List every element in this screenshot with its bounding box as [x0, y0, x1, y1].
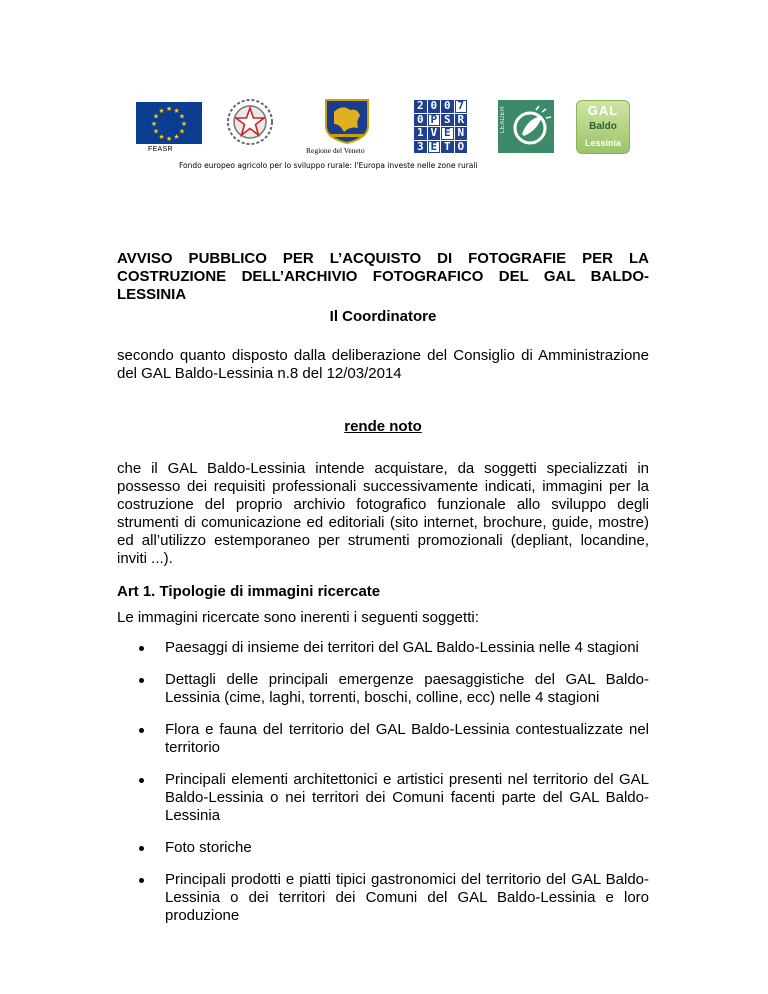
svg-text:★: ★: [150, 120, 158, 128]
bullet-icon: [139, 878, 144, 883]
bullet-icon: [139, 846, 144, 851]
list-item-text: Principali prodotti e piatti tipici gastronomici del territorio del GAL Baldo-Lessinia o dei territori dei Comuni del GAL Baldo-Lessinia e loro produzione: [165, 871, 649, 924]
psr-logo-cell: 0: [414, 114, 427, 127]
list-item: [137, 671, 649, 707]
list-item: [137, 871, 649, 925]
gal-logo-line1: GAL: [587, 103, 619, 118]
italian-republic-emblem: [225, 97, 275, 147]
list-item: [137, 639, 649, 657]
list-item: [137, 771, 649, 825]
psr-logo-cell: 2: [414, 100, 427, 113]
article-heading: Art 1. Tipologie di immagini ricercate: [117, 583, 381, 600]
list-item-text: Principali elementi architettonici e artistici presenti nel territorio del GAL Baldo-Lessinia o nei territori dei Comuni facenti parte del GAL Baldo-Lessinia: [165, 771, 649, 824]
subject-list: [137, 639, 649, 939]
psr-logo-cell: E: [428, 141, 441, 154]
bullet-icon: [139, 678, 144, 683]
eu-stars-icon: [136, 102, 202, 144]
psr-logo-cell: 1: [414, 127, 427, 140]
article-intro: Le immagini ricercate sono inerenti i seguenti soggetti:: [117, 609, 479, 626]
psr-logo-cell: 3: [414, 141, 427, 154]
bullet-icon: [139, 646, 144, 651]
gal-logo-line3: Lessinia: [584, 138, 622, 148]
svg-text:★: ★: [178, 127, 186, 136]
body-paragraph: che il GAL Baldo-Lessinia intende acquistare, da soggetti specializzati in possesso dei requisiti professionali successivamente indicati, immagini per la costruzione del proprio archivio fotografico funzionale allo sviluppo degli strumenti di comunicazione ed editoriali (sito internet, brochure, guide, mostre) ed all’utilizzo estemporaneo per strumenti promozionali (depliant, locandine, inviti ...).: [117, 460, 649, 567]
psr-logo-cell: 7: [455, 100, 468, 113]
psr-logo-cell: S: [441, 114, 454, 127]
signer: Il Coordinatore: [329, 308, 437, 325]
gal-baldo-lessinia-logo: [576, 100, 630, 154]
list-item-text: Foto storiche: [165, 839, 252, 856]
list-item: [137, 839, 649, 857]
psr-logo-cell: 0: [428, 100, 441, 113]
eu-flag-logo: [136, 102, 202, 144]
logo-banner: [128, 96, 642, 174]
lion-shield-icon: [322, 98, 372, 144]
svg-text:★: ★: [152, 127, 160, 136]
document-title: AVVISO PUBBLICO PER L’ACQUISTO DI FOTOGRAFIE PER LA COSTRUZIONE DELL’ARCHIVIO FOTOGRAFICO DEL GAL BALDO-LESSINIA: [117, 250, 649, 303]
fund-line: Fondo europeo agricolo per lo sviluppo rurale: l'Europa investe nelle zone rurali: [179, 161, 478, 170]
psr-logo-cell: T: [441, 141, 454, 154]
notice-heading: rende noto: [344, 418, 422, 435]
veneto-region-logo: [322, 98, 372, 144]
psr-logo-cell: R: [455, 114, 468, 127]
psr-logo-cell: P: [428, 114, 441, 127]
bullet-icon: [139, 778, 144, 783]
svg-text:★: ★: [165, 135, 173, 143]
region-caption: Regione del Veneto: [306, 146, 365, 155]
star-wheel-emblem-icon: [225, 97, 275, 147]
svg-text:★: ★: [180, 120, 188, 128]
psr-logo-cell: N: [455, 127, 468, 140]
gal-logo-line2: Baldo: [589, 121, 617, 132]
list-item-text: Flora e fauna del territorio del GAL Baldo-Lessinia contestualizzate nel territorio: [165, 721, 649, 756]
svg-text:★: ★: [173, 133, 180, 141]
leader-label: LEADER: [500, 106, 506, 134]
list-item-text: Dettagli delle principali emergenze paesaggistiche del GAL Baldo-Lessinia (cime, laghi, torrenti, boschi, colline, ecc) nelle 4 stagioni: [165, 671, 649, 706]
eu-caption: FEASR: [148, 146, 173, 153]
psr-logo-cell: O: [455, 141, 468, 154]
svg-text:★: ★: [165, 105, 173, 113]
psr-veneto-logo: [414, 100, 467, 153]
svg-text:★: ★: [152, 112, 160, 121]
list-item-text: Paesaggi di insieme dei territori del GAL Baldo-Lessinia nelle 4 stagioni: [165, 639, 639, 656]
psr-logo-cell: E: [441, 127, 454, 140]
svg-text:★: ★: [173, 107, 180, 115]
leaf-circle-icon: [498, 100, 554, 153]
psr-logo-cell: 0: [441, 100, 454, 113]
bullet-icon: [139, 728, 144, 733]
svg-text:★: ★: [158, 107, 165, 115]
list-item: [137, 721, 649, 757]
svg-text:★: ★: [178, 112, 186, 121]
svg-text:★: ★: [158, 133, 165, 141]
psr-logo-cell: V: [428, 127, 441, 140]
preamble-paragraph: secondo quanto disposto dalla deliberazione del Consiglio di Amministrazione del GAL Baldo-Lessinia n.8 del 12/03/2014: [117, 347, 649, 382]
leader-logo: [498, 100, 554, 153]
